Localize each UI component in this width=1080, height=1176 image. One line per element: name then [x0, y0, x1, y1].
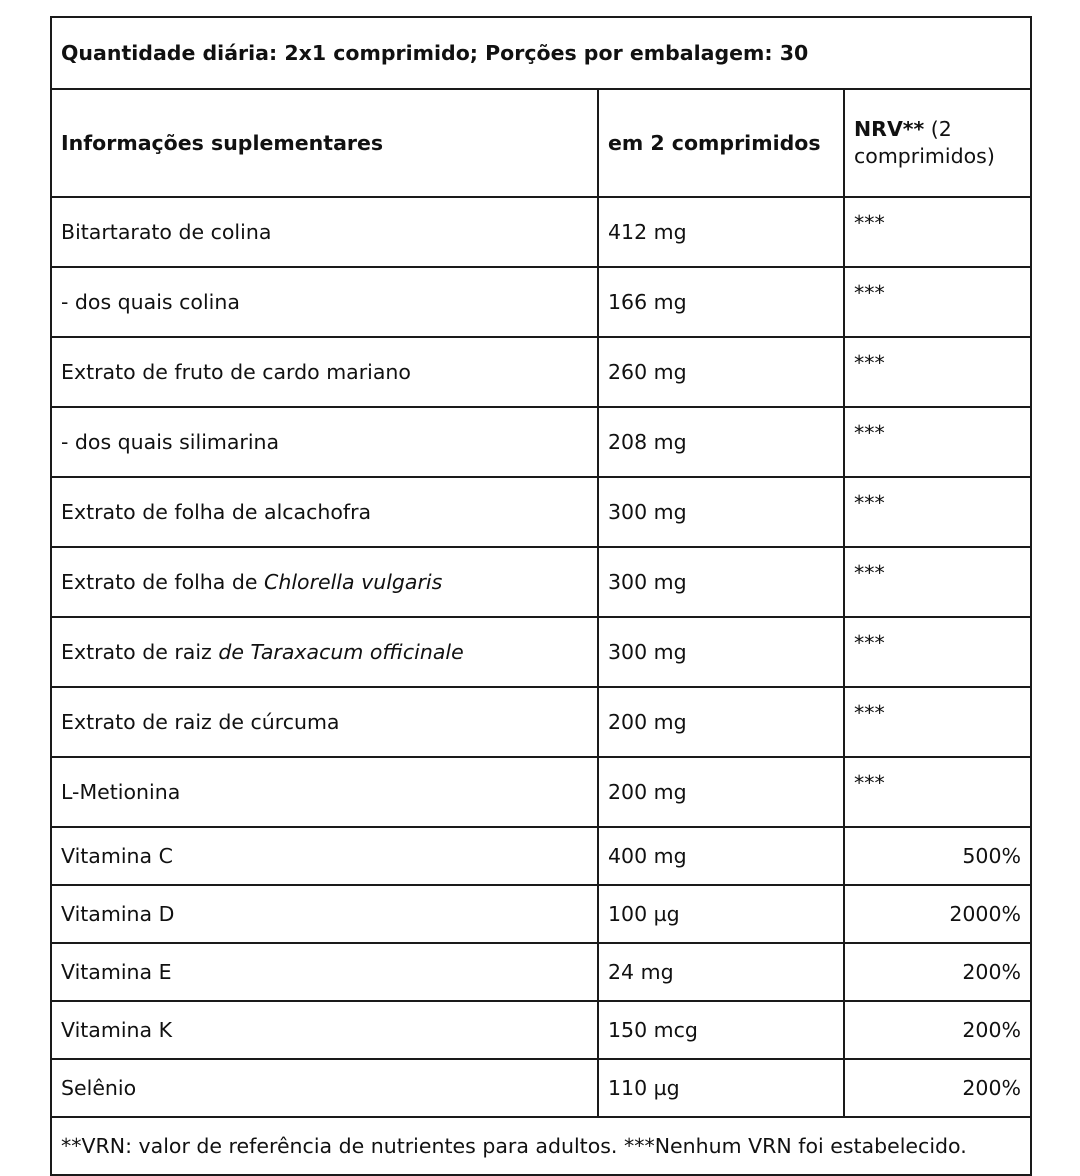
- table-row: [51, 407, 1031, 477]
- row-nrv: ***: [844, 757, 1031, 827]
- row-amount: 150 mcg: [598, 1001, 844, 1059]
- column-header-row: [51, 89, 1031, 197]
- row-name-species: Chlorella vulgaris: [264, 569, 443, 594]
- row-name: - dos quais silimarina: [51, 407, 598, 477]
- row-nrv: ***: [844, 197, 1031, 267]
- table-row: [51, 757, 1031, 827]
- row-amount: 400 mg: [598, 827, 844, 885]
- table-row: [51, 943, 1031, 1001]
- table-row: [51, 687, 1031, 757]
- row-amount: 100 µg: [598, 885, 844, 943]
- row-nrv: ***: [844, 337, 1031, 407]
- row-nrv: ***: [844, 687, 1031, 757]
- row-name: [51, 617, 598, 687]
- row-amount: 208 mg: [598, 407, 844, 477]
- nutrition-table: [50, 16, 1032, 1176]
- serving-header-row: [51, 17, 1031, 89]
- row-name: Extrato de folha de alcachofra: [51, 477, 598, 547]
- column-header-nrv: [844, 89, 1031, 197]
- footnote-row: [51, 1117, 1031, 1175]
- row-amount: 300 mg: [598, 617, 844, 687]
- row-amount: 200 mg: [598, 687, 844, 757]
- row-name-species: de Taraxacum officinale: [218, 639, 464, 664]
- row-name-prefix: Extrato de raiz: [61, 639, 219, 664]
- row-name: Vitamina C: [51, 827, 598, 885]
- column-header-amount: em 2 comprimidos: [598, 89, 844, 197]
- row-nrv: ***: [844, 617, 1031, 687]
- row-nrv: 200%: [844, 1001, 1031, 1059]
- row-nrv: 500%: [844, 827, 1031, 885]
- row-amount: 24 mg: [598, 943, 844, 1001]
- table-row: [51, 477, 1031, 547]
- nrv-label: NRV**: [854, 117, 925, 142]
- row-nrv: ***: [844, 547, 1031, 617]
- table-row: [51, 267, 1031, 337]
- table-row: [51, 885, 1031, 943]
- table-row: [51, 827, 1031, 885]
- row-amount: 166 mg: [598, 267, 844, 337]
- table-row: [51, 547, 1031, 617]
- row-amount: 412 mg: [598, 197, 844, 267]
- row-nrv: 2000%: [844, 885, 1031, 943]
- row-amount: 300 mg: [598, 477, 844, 547]
- row-name-prefix: Extrato de folha de: [61, 569, 265, 594]
- row-name: [51, 547, 598, 617]
- row-nrv: 200%: [844, 943, 1031, 1001]
- row-name: Vitamina E: [51, 943, 598, 1001]
- table-row: [51, 1001, 1031, 1059]
- row-name: Vitamina K: [51, 1001, 598, 1059]
- row-nrv: ***: [844, 267, 1031, 337]
- serving-info: Quantidade diária: 2x1 comprimido; Porções por embalagem: 30: [51, 17, 1031, 89]
- table-row: [51, 1059, 1031, 1117]
- row-amount: 260 mg: [598, 337, 844, 407]
- row-name: - dos quais colina: [51, 267, 598, 337]
- row-name: Bitartarato de colina: [51, 197, 598, 267]
- row-amount: 200 mg: [598, 757, 844, 827]
- row-name: Extrato de fruto de cardo mariano: [51, 337, 598, 407]
- nrv-label-detail: (2 comprimidos): [854, 117, 995, 168]
- row-name: Vitamina D: [51, 885, 598, 943]
- row-amount: 110 µg: [598, 1059, 844, 1117]
- row-name: Selênio: [51, 1059, 598, 1117]
- row-nrv: ***: [844, 407, 1031, 477]
- row-name: L-Metionina: [51, 757, 598, 827]
- table-row: [51, 617, 1031, 687]
- table-row: [51, 197, 1031, 267]
- row-nrv: 200%: [844, 1059, 1031, 1117]
- table-row: [51, 337, 1031, 407]
- row-nrv: ***: [844, 477, 1031, 547]
- column-header-info: Informações suplementares: [51, 89, 598, 197]
- row-amount: 300 mg: [598, 547, 844, 617]
- row-name: Extrato de raiz de cúrcuma: [51, 687, 598, 757]
- footnote: **VRN: valor de referência de nutrientes para adultos. ***Nenhum VRN foi estabelecido.: [51, 1117, 1031, 1175]
